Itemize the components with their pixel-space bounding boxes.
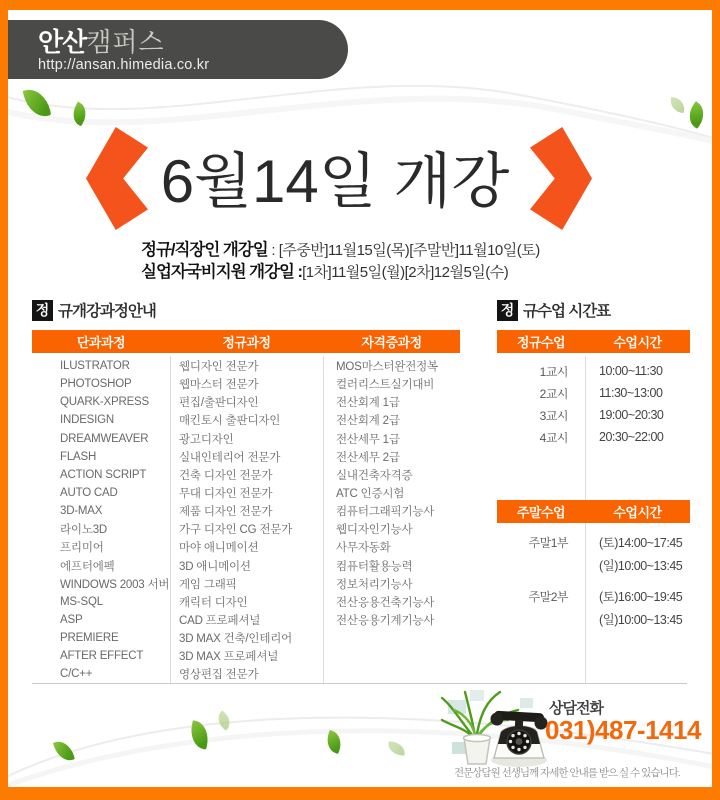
table-row [497, 532, 690, 578]
weekday-table-header [497, 330, 690, 353]
course-cell: PHOTOSHOP [60, 378, 132, 391]
course-cell: 컬러리스트실기대비 [336, 379, 435, 392]
table-row [497, 382, 690, 404]
course-cell: 전산회계 2급 [336, 415, 400, 428]
period-time: 10:00~11:30 [599, 364, 663, 378]
course-cell: 마야 애니메이션 [179, 542, 259, 555]
frame-border-top [0, 0, 720, 10]
table-row [497, 426, 690, 448]
table-row [32, 466, 460, 484]
course-cell: 캐릭터 디자인 [179, 596, 248, 609]
course-cell: CAD 프로페셔널 [179, 615, 261, 628]
table-row [32, 357, 460, 375]
pot-icon [464, 735, 491, 765]
table-row [32, 375, 460, 393]
weekend-time-header: 수업시간 [613, 505, 662, 520]
course-cell: AUTO CAD [60, 487, 118, 500]
site-url[interactable]: http://ansan.himedia.co.kr [38, 57, 210, 73]
weekday-time-header: 수업시간 [613, 335, 662, 350]
course-cell: 전산회계 1급 [336, 397, 400, 410]
course-cell: 매킨토시 출판디자인 [179, 415, 281, 428]
weekend-times [585, 586, 682, 632]
unemployed-opening-value: [1차]11월5일(월)[2차]12월5일(수) [302, 264, 509, 281]
table-row [32, 430, 460, 448]
course-cell: 3D MAX 건축/인테리어 [179, 633, 293, 646]
course-cell: 광고디자인 [179, 433, 234, 446]
course-cell: 라이노3D [60, 524, 108, 537]
course-cell: 영상편집 전문가 [179, 669, 259, 682]
course-cell: MOS마스터완전정복 [336, 361, 438, 374]
course-cell: 사무자동화 [336, 542, 391, 555]
course-cell: 전산응용건축기능사 [336, 596, 435, 609]
course-cell: 3D MAX 프로페셔널 [179, 651, 279, 664]
course-cell: 정보처리기능사 [336, 578, 413, 591]
section-title-text: 규수업 시간표 [523, 303, 611, 320]
column-header-jagyeokjeung: 자격증과정 [361, 335, 422, 350]
table-row [32, 593, 460, 611]
section-title-box: 정 [497, 300, 518, 321]
period-label: 2교시 [539, 386, 568, 401]
course-cell: 웹마스터 전문가 [179, 379, 259, 392]
course-cell: INDESIGN [60, 414, 114, 427]
course-cell: QUARK-XPRESS [60, 396, 149, 409]
course-table-header [32, 330, 460, 353]
weekend-time: (토)14:00~17:45 [599, 536, 683, 550]
table-row [32, 611, 460, 629]
table-row [32, 665, 460, 683]
column-header-danwa: 단과과정 [76, 335, 126, 350]
weekend-table-header [497, 500, 690, 523]
course-cell: 컴퓨터활용능력 [336, 560, 413, 573]
unemployed-opening-label: 실업자국비지원 개강일 : [141, 263, 303, 281]
period-label: 4교시 [539, 430, 568, 445]
contact-note: 전문상담원 선생님께 자세한 안내를 받으 실 수 있습니다. [454, 767, 680, 779]
weekend-label: 주말2부 [528, 590, 568, 604]
course-cell: 제품 디자인 전문가 [179, 506, 273, 519]
frame-border-left [0, 0, 8, 800]
contact-label: 상담전화 [549, 700, 603, 717]
course-cell: 건축 디자인 전문가 [179, 469, 273, 482]
course-cell: 가구 디자인 CG 전문가 [179, 524, 293, 537]
table-row [497, 586, 690, 632]
weekday-table-body [497, 360, 690, 448]
course-cell: 실내건축자격증 [336, 469, 413, 482]
table-row [497, 360, 690, 382]
table-row [497, 404, 690, 426]
unemployed-opening-line [141, 258, 508, 282]
course-cell: DREAMWEAVER [60, 432, 149, 445]
section-title-box: 정 [32, 300, 53, 321]
course-cell: 편집/출판디자인 [179, 397, 259, 410]
weekday-class-header: 정규수업 [516, 335, 566, 350]
period-label: 1교시 [539, 364, 568, 379]
course-cell: ATC 인증시험 [336, 488, 405, 501]
course-cell: 웹디자인 전문가 [179, 361, 259, 374]
weekend-times [585, 532, 682, 578]
table-row [32, 411, 460, 429]
table-row [32, 647, 460, 665]
period-time: 20:30~22:00 [599, 430, 664, 444]
course-cell: 에프터에펙 [60, 560, 115, 573]
course-cell: MS-SQL [60, 595, 103, 608]
course-cell: WINDOWS 2003 서버 [60, 578, 170, 591]
course-cell: 웹디자인기능사 [336, 524, 413, 537]
course-cell: 3D-MAX [60, 505, 103, 518]
table-row [32, 557, 460, 575]
weekend-table-body [497, 532, 690, 640]
course-cell: FLASH [60, 450, 97, 463]
weekend-time: (일)10:00~13:45 [599, 613, 683, 627]
course-section-title [32, 299, 156, 321]
table-row [32, 448, 460, 466]
table-row [32, 520, 460, 538]
course-cell: 무대 디자인 전문가 [179, 488, 273, 501]
table-row [32, 502, 460, 520]
course-cell: PREMIERE [60, 632, 119, 645]
schedule-section-title [497, 299, 610, 321]
campus-title-bold: 안산 [38, 27, 87, 57]
campus-title-rest: 캠퍼스 [86, 27, 165, 57]
weekend-time: (토)16:00~19:45 [599, 590, 683, 604]
section-title-text: 규개강과정안내 [58, 303, 156, 320]
table-row [32, 484, 460, 502]
period-label: 3교시 [539, 408, 568, 423]
course-cell: 컴퓨터그래픽기능사 [336, 506, 435, 519]
regular-opening-label: 정규/직장인 개강일 [141, 241, 268, 259]
course-cell: 프리미어 [60, 542, 104, 555]
table-row [32, 629, 460, 647]
course-table-body [32, 357, 460, 684]
course-cell: 전산응용기계기능사 [336, 615, 435, 628]
course-cell: ASP [60, 614, 83, 627]
course-cell: 전산세무 1급 [336, 433, 400, 446]
regular-opening-value: [주중반]11월15일(목)[주말반]11월10일(토) [278, 242, 540, 259]
weekend-class-header: 주말수업 [516, 505, 566, 520]
table-row [32, 575, 460, 593]
campus-title [38, 28, 348, 56]
opening-date-title: 6월14일 개강 [160, 148, 510, 215]
regular-opening-line [141, 236, 540, 260]
site-banner [0, 20, 348, 79]
separator: : [267, 242, 279, 259]
course-cell: ACTION SCRIPT [60, 468, 147, 481]
table-row [32, 538, 460, 556]
contact-phone-number: 031)487-1414 [545, 715, 701, 745]
course-cell: 전산세무 2급 [336, 451, 400, 464]
period-time: 19:00~20:30 [599, 408, 664, 422]
weekend-time: (일)10:00~13:45 [599, 559, 683, 573]
frame-border-bottom [0, 787, 720, 800]
telephone-icon [491, 711, 548, 767]
column-header-jeonggyu: 정규과정 [222, 335, 271, 350]
period-time: 11:30~13:00 [599, 386, 663, 400]
phone-plant-illustration [438, 686, 550, 770]
course-cell: AFTER EFFECT [60, 650, 144, 663]
course-cell: C/C++ [60, 668, 93, 681]
course-cell: 게임 그래픽 [179, 578, 237, 591]
table-row [32, 393, 460, 411]
course-cell: ILUSTRATOR [60, 360, 130, 373]
frame-border-right [712, 0, 720, 800]
course-cell: 3D 애니메이션 [179, 560, 251, 573]
weekend-label: 주말1부 [528, 536, 568, 550]
course-cell: 실내인테리어 전문가 [179, 451, 281, 464]
